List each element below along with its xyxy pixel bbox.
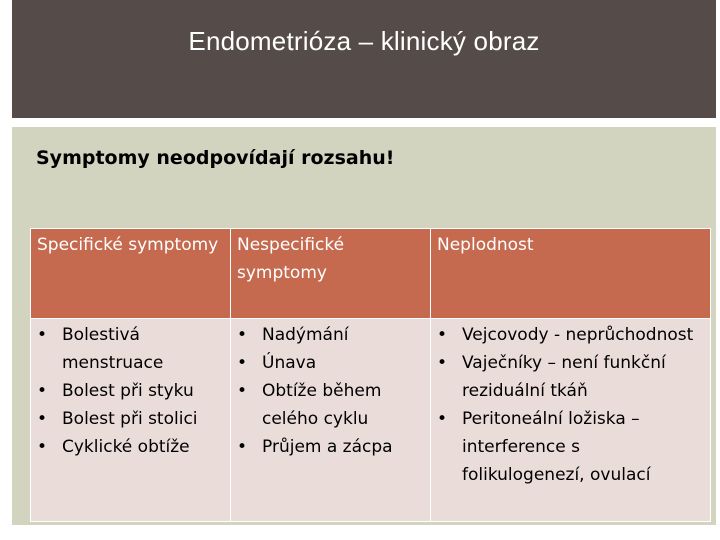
symptoms-table xyxy=(30,228,711,522)
header-infertility: Neplodnost xyxy=(431,229,711,319)
slide-title: Endometrióza – klinický obraz xyxy=(188,26,540,56)
list-item: • Peritoneální ložiska – interference s folikulogenezí, ovulací xyxy=(437,405,704,489)
table-row xyxy=(31,319,711,522)
subtitle: Symptomy neodpovídají rozsahu! xyxy=(36,147,395,169)
infertility-list xyxy=(437,321,704,489)
cell-specific xyxy=(31,319,231,522)
list-item: • Bolestivá menstruace xyxy=(37,321,224,377)
cell-infertility xyxy=(431,319,711,522)
list-item: • Vaječníky – není funkční reziduální tkáň xyxy=(437,349,704,405)
specific-list xyxy=(37,321,224,461)
content-area xyxy=(12,127,716,525)
list-item: • Bolest při styku xyxy=(37,377,224,405)
list-item: • Vejcovody - neprůchodnost xyxy=(437,321,704,349)
header-specific: Specifické symptomy xyxy=(31,229,231,319)
nonspecific-list xyxy=(237,321,424,461)
cell-nonspecific xyxy=(231,319,431,522)
header-nonspecific: Nespecifické symptomy xyxy=(231,229,431,319)
list-item: • Cyklické obtíže xyxy=(37,433,224,461)
table-header-row xyxy=(31,229,711,319)
title-bar xyxy=(12,0,716,118)
list-item: • Bolest při stolici xyxy=(37,405,224,433)
list-item: • Obtíže během celého cyklu xyxy=(237,377,424,433)
list-item: • Nadýmání xyxy=(237,321,424,349)
list-item: • Únava xyxy=(237,349,424,377)
list-item: • Průjem a zácpa xyxy=(237,433,424,461)
